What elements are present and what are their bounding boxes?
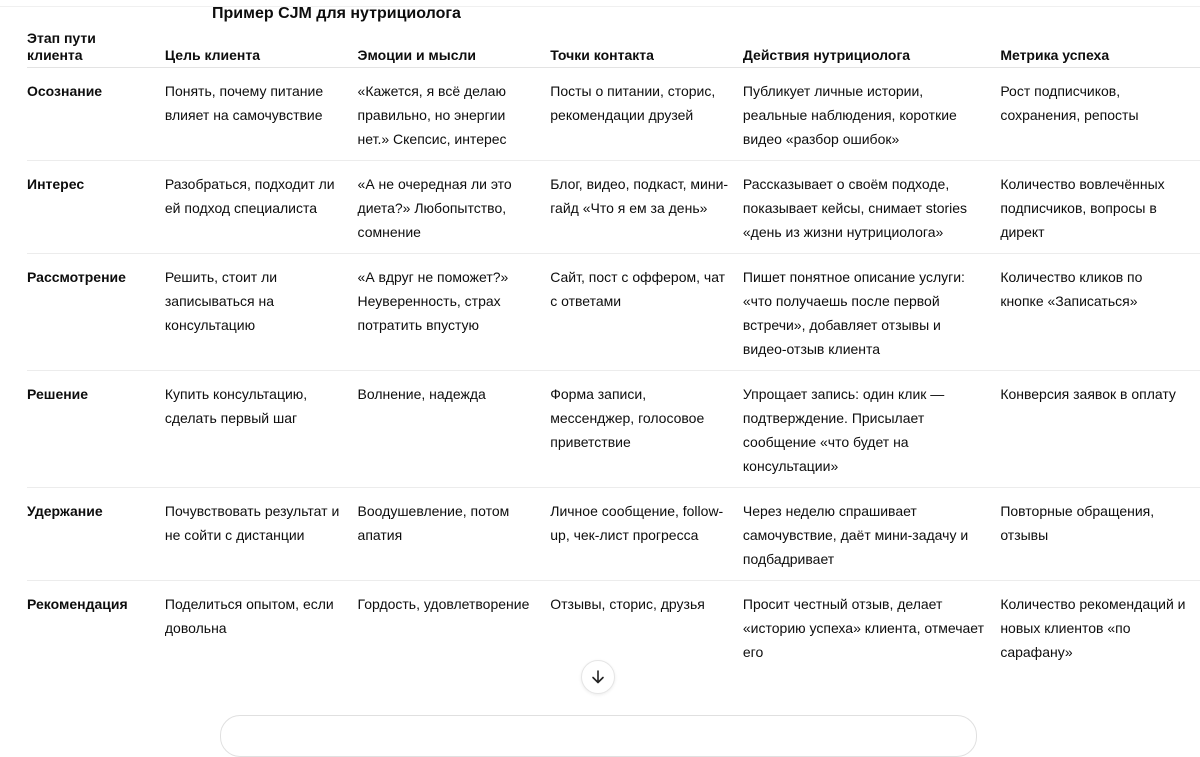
cell-metric — [1000, 161, 1200, 254]
cell-touchpoints — [550, 488, 743, 581]
cell-text: Форма записи, мессенджер, голосовое приветствие — [550, 386, 705, 450]
cell-text: Воодушевление, потом апатия — [357, 503, 510, 543]
cell-metric — [1000, 581, 1200, 674]
cell-text: Посты о питании, сторис, рекомендации друзей — [550, 83, 716, 123]
table-row — [27, 161, 1200, 254]
cell-text: Сайт, пост с оффером, чат с ответами — [550, 269, 726, 309]
cjm-table — [27, 30, 1200, 673]
cell-text: Количество кликов по кнопке «Записаться» — [1000, 269, 1143, 309]
table-row — [27, 581, 1200, 674]
cell-text: Блог, видео, подкаст, мини-гайд «Что я ем за день» — [550, 176, 729, 216]
table-row — [27, 488, 1200, 581]
cell-stage — [27, 68, 165, 161]
cell-actions — [743, 581, 1000, 674]
cell-text: Через неделю спрашивает самочувствие, даёт мини-задачу и подбадривает — [742, 503, 969, 567]
header-actions: Действия нутрициолога — [743, 30, 1000, 68]
header-goal: Цель клиента — [165, 30, 358, 68]
cell-text: Осознание — [27, 83, 103, 99]
cell-text: Пишет понятное описание услуги: «что получаешь после первой встречи», добавляет отзывы и видео-отзыв клиента — [742, 269, 965, 357]
cell-actions — [743, 488, 1000, 581]
cell-text: «А вдруг не поможет?» Неуверенность, страх потратить впустую — [357, 269, 509, 333]
cell-metric — [1000, 68, 1200, 161]
cell-touchpoints — [550, 68, 743, 161]
cell-text: Рассказывает о своём подходе, показывает кейсы, снимает stories «день из жизни нутрициолога» — [742, 176, 968, 240]
header-metric: Метрика успеха — [1000, 30, 1200, 68]
cell-text: Рост подписчиков, сохранения, репосты — [1000, 83, 1139, 123]
cell-text: Поделиться опытом, если довольна — [164, 596, 334, 636]
cell-text: Удержание — [27, 503, 103, 519]
cell-text: Почувствовать результат и не сойти с дистанции — [164, 503, 340, 543]
table-row — [27, 371, 1200, 488]
cell-actions — [743, 254, 1000, 371]
cell-touchpoints — [550, 371, 743, 488]
cell-text: Конверсия заявок в оплату — [1000, 386, 1176, 402]
message-composer[interactable] — [220, 715, 977, 757]
cell-text: Волнение, надежда — [357, 386, 486, 402]
cell-metric — [1000, 254, 1200, 371]
cell-text: Интерес — [27, 176, 85, 192]
cell-emotions — [358, 371, 551, 488]
cell-goal — [165, 254, 358, 371]
cell-text: Публикует личные истории, реальные наблюдения, короткие видео «разбор ошибок» — [742, 83, 957, 147]
cell-text: Отзывы, сторис, друзья — [550, 596, 705, 612]
scroll-down-button[interactable] — [581, 660, 615, 694]
cell-text: Личное сообщение, follow-up, чек-лист прогресса — [550, 503, 724, 543]
header-emotions: Эмоции и мысли — [358, 30, 551, 68]
cell-text: Купить консультацию, сделать первый шаг — [164, 386, 308, 426]
header-label: Этап пути клиента — [27, 30, 96, 63]
cell-text: Решение — [27, 386, 89, 402]
cell-stage — [27, 254, 165, 371]
cell-touchpoints — [550, 254, 743, 371]
cell-text: Количество рекомендаций и новых клиентов «по сарафану» — [1000, 596, 1186, 660]
cell-goal — [165, 68, 358, 161]
cell-touchpoints — [550, 581, 743, 674]
cell-stage — [27, 371, 165, 488]
cell-metric — [1000, 371, 1200, 488]
table-header-row — [27, 30, 1200, 68]
cell-goal — [165, 488, 358, 581]
cell-emotions — [358, 254, 551, 371]
cell-touchpoints — [550, 161, 743, 254]
cell-stage — [27, 161, 165, 254]
cell-goal — [165, 581, 358, 674]
cell-text: «А не очередная ли это диета?» Любопытство, сомнение — [357, 176, 512, 240]
cell-emotions — [358, 68, 551, 161]
cell-emotions — [358, 581, 551, 674]
cell-emotions — [358, 488, 551, 581]
top-divider — [0, 0, 1200, 7]
cell-actions — [743, 371, 1000, 488]
cell-text: Просит честный отзыв, делает «историю успеха» клиента, отмечает его — [742, 596, 985, 660]
cell-stage — [27, 488, 165, 581]
cell-text: Повторные обращения, отзывы — [1000, 503, 1155, 543]
cell-emotions — [358, 161, 551, 254]
table-row — [27, 68, 1200, 161]
cell-text: Решить, стоит ли записываться на консультацию — [164, 269, 278, 333]
cell-text: Упрощает запись: один клик — подтверждение. Присылает сообщение «что будет на консультации» — [742, 386, 945, 474]
cell-goal — [165, 371, 358, 488]
arrow-down-icon — [590, 669, 606, 685]
cell-metric — [1000, 488, 1200, 581]
table-row — [27, 254, 1200, 371]
cell-text: Гордость, удовлетворение — [357, 596, 530, 612]
cell-stage — [27, 581, 165, 674]
cell-actions — [743, 68, 1000, 161]
cell-text: Понять, почему питание влияет на самочувствие — [164, 83, 324, 123]
cell-text: Рекомендация — [27, 596, 128, 612]
cell-actions — [743, 161, 1000, 254]
cell-text: Количество вовлечённых подписчиков, вопросы в директ — [1000, 176, 1165, 240]
header-touchpoints: Точки контакта — [550, 30, 743, 68]
table-title: Пример CJM для нутрициолога — [212, 5, 461, 22]
cell-goal — [165, 161, 358, 254]
header-stage — [27, 30, 165, 68]
cell-text: «Кажется, я всё делаю правильно, но энергии нет.» Скепсис, интерес — [357, 83, 507, 147]
cell-text: Рассмотрение — [27, 269, 126, 285]
cell-text: Разобраться, подходит ли ей подход специалиста — [164, 176, 335, 216]
